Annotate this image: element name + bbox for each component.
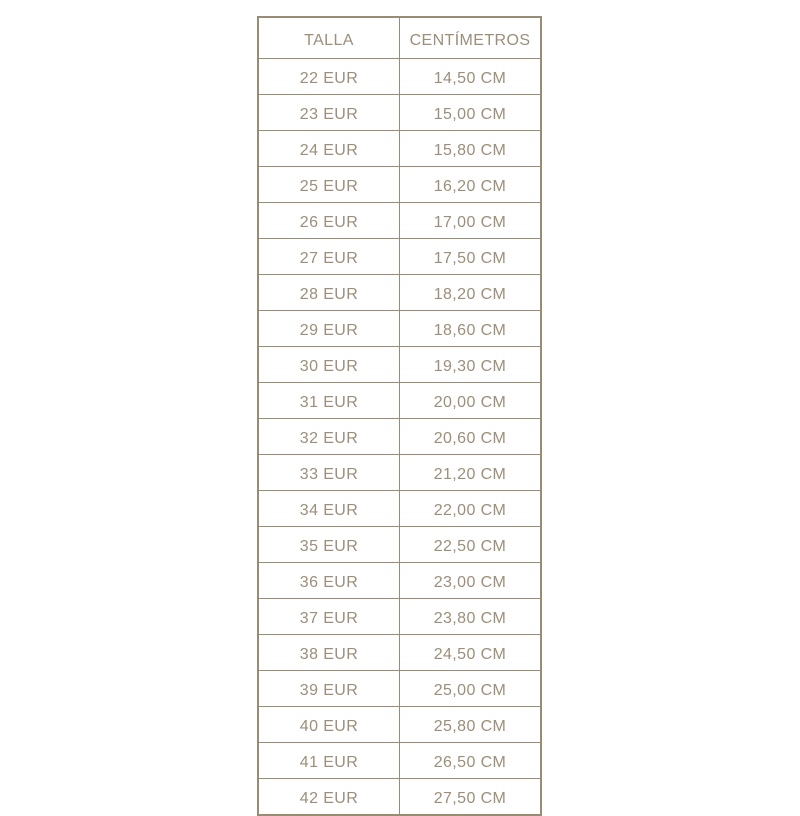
centimetros-cell: 24,50 CM (400, 635, 542, 671)
centimetros-cell: 22,00 CM (400, 491, 542, 527)
column-header-centimetros: CENTÍMETROS (400, 17, 542, 59)
talla-cell: 30 EUR (258, 347, 400, 383)
table-row (258, 59, 541, 95)
table-row (258, 311, 541, 347)
table-row (258, 455, 541, 491)
talla-cell: 26 EUR (258, 203, 400, 239)
talla-cell: 25 EUR (258, 167, 400, 203)
talla-cell: 31 EUR (258, 383, 400, 419)
centimetros-cell: 27,50 CM (400, 779, 542, 816)
centimetros-cell: 23,00 CM (400, 563, 542, 599)
centimetros-cell: 23,80 CM (400, 599, 542, 635)
table-row (258, 779, 541, 816)
talla-cell: 33 EUR (258, 455, 400, 491)
talla-cell: 23 EUR (258, 95, 400, 131)
table-row (258, 203, 541, 239)
talla-cell: 41 EUR (258, 743, 400, 779)
table-row (258, 635, 541, 671)
talla-cell: 42 EUR (258, 779, 400, 816)
table-row (258, 707, 541, 743)
centimetros-cell: 17,00 CM (400, 203, 542, 239)
column-header-talla: TALLA (258, 17, 400, 59)
table-row (258, 383, 541, 419)
talla-cell: 32 EUR (258, 419, 400, 455)
centimetros-cell: 26,50 CM (400, 743, 542, 779)
talla-cell: 39 EUR (258, 671, 400, 707)
table-row (258, 527, 541, 563)
centimetros-cell: 20,60 CM (400, 419, 542, 455)
talla-cell: 24 EUR (258, 131, 400, 167)
centimetros-cell: 21,20 CM (400, 455, 542, 491)
table-row (258, 95, 541, 131)
talla-cell: 37 EUR (258, 599, 400, 635)
table-header (258, 17, 541, 59)
centimetros-cell: 17,50 CM (400, 239, 542, 275)
centimetros-cell: 25,80 CM (400, 707, 542, 743)
table-row (258, 743, 541, 779)
table-row (258, 671, 541, 707)
talla-cell: 34 EUR (258, 491, 400, 527)
table-row (258, 275, 541, 311)
size-chart-container (257, 16, 542, 816)
talla-cell: 36 EUR (258, 563, 400, 599)
talla-cell: 38 EUR (258, 635, 400, 671)
table-body (258, 59, 541, 816)
table-row (258, 563, 541, 599)
talla-cell: 29 EUR (258, 311, 400, 347)
centimetros-cell: 20,00 CM (400, 383, 542, 419)
centimetros-cell: 18,20 CM (400, 275, 542, 311)
table-row (258, 491, 541, 527)
centimetros-cell: 18,60 CM (400, 311, 542, 347)
centimetros-cell: 25,00 CM (400, 671, 542, 707)
table-row (258, 599, 541, 635)
talla-cell: 22 EUR (258, 59, 400, 95)
talla-cell: 35 EUR (258, 527, 400, 563)
table-row (258, 239, 541, 275)
talla-cell: 28 EUR (258, 275, 400, 311)
header-row (258, 17, 541, 59)
centimetros-cell: 16,20 CM (400, 167, 542, 203)
centimetros-cell: 15,00 CM (400, 95, 542, 131)
centimetros-cell: 14,50 CM (400, 59, 542, 95)
table-row (258, 419, 541, 455)
centimetros-cell: 19,30 CM (400, 347, 542, 383)
talla-cell: 40 EUR (258, 707, 400, 743)
talla-cell: 27 EUR (258, 239, 400, 275)
table-row (258, 131, 541, 167)
centimetros-cell: 15,80 CM (400, 131, 542, 167)
table-row (258, 347, 541, 383)
table-row (258, 167, 541, 203)
size-chart-table (257, 16, 542, 816)
centimetros-cell: 22,50 CM (400, 527, 542, 563)
